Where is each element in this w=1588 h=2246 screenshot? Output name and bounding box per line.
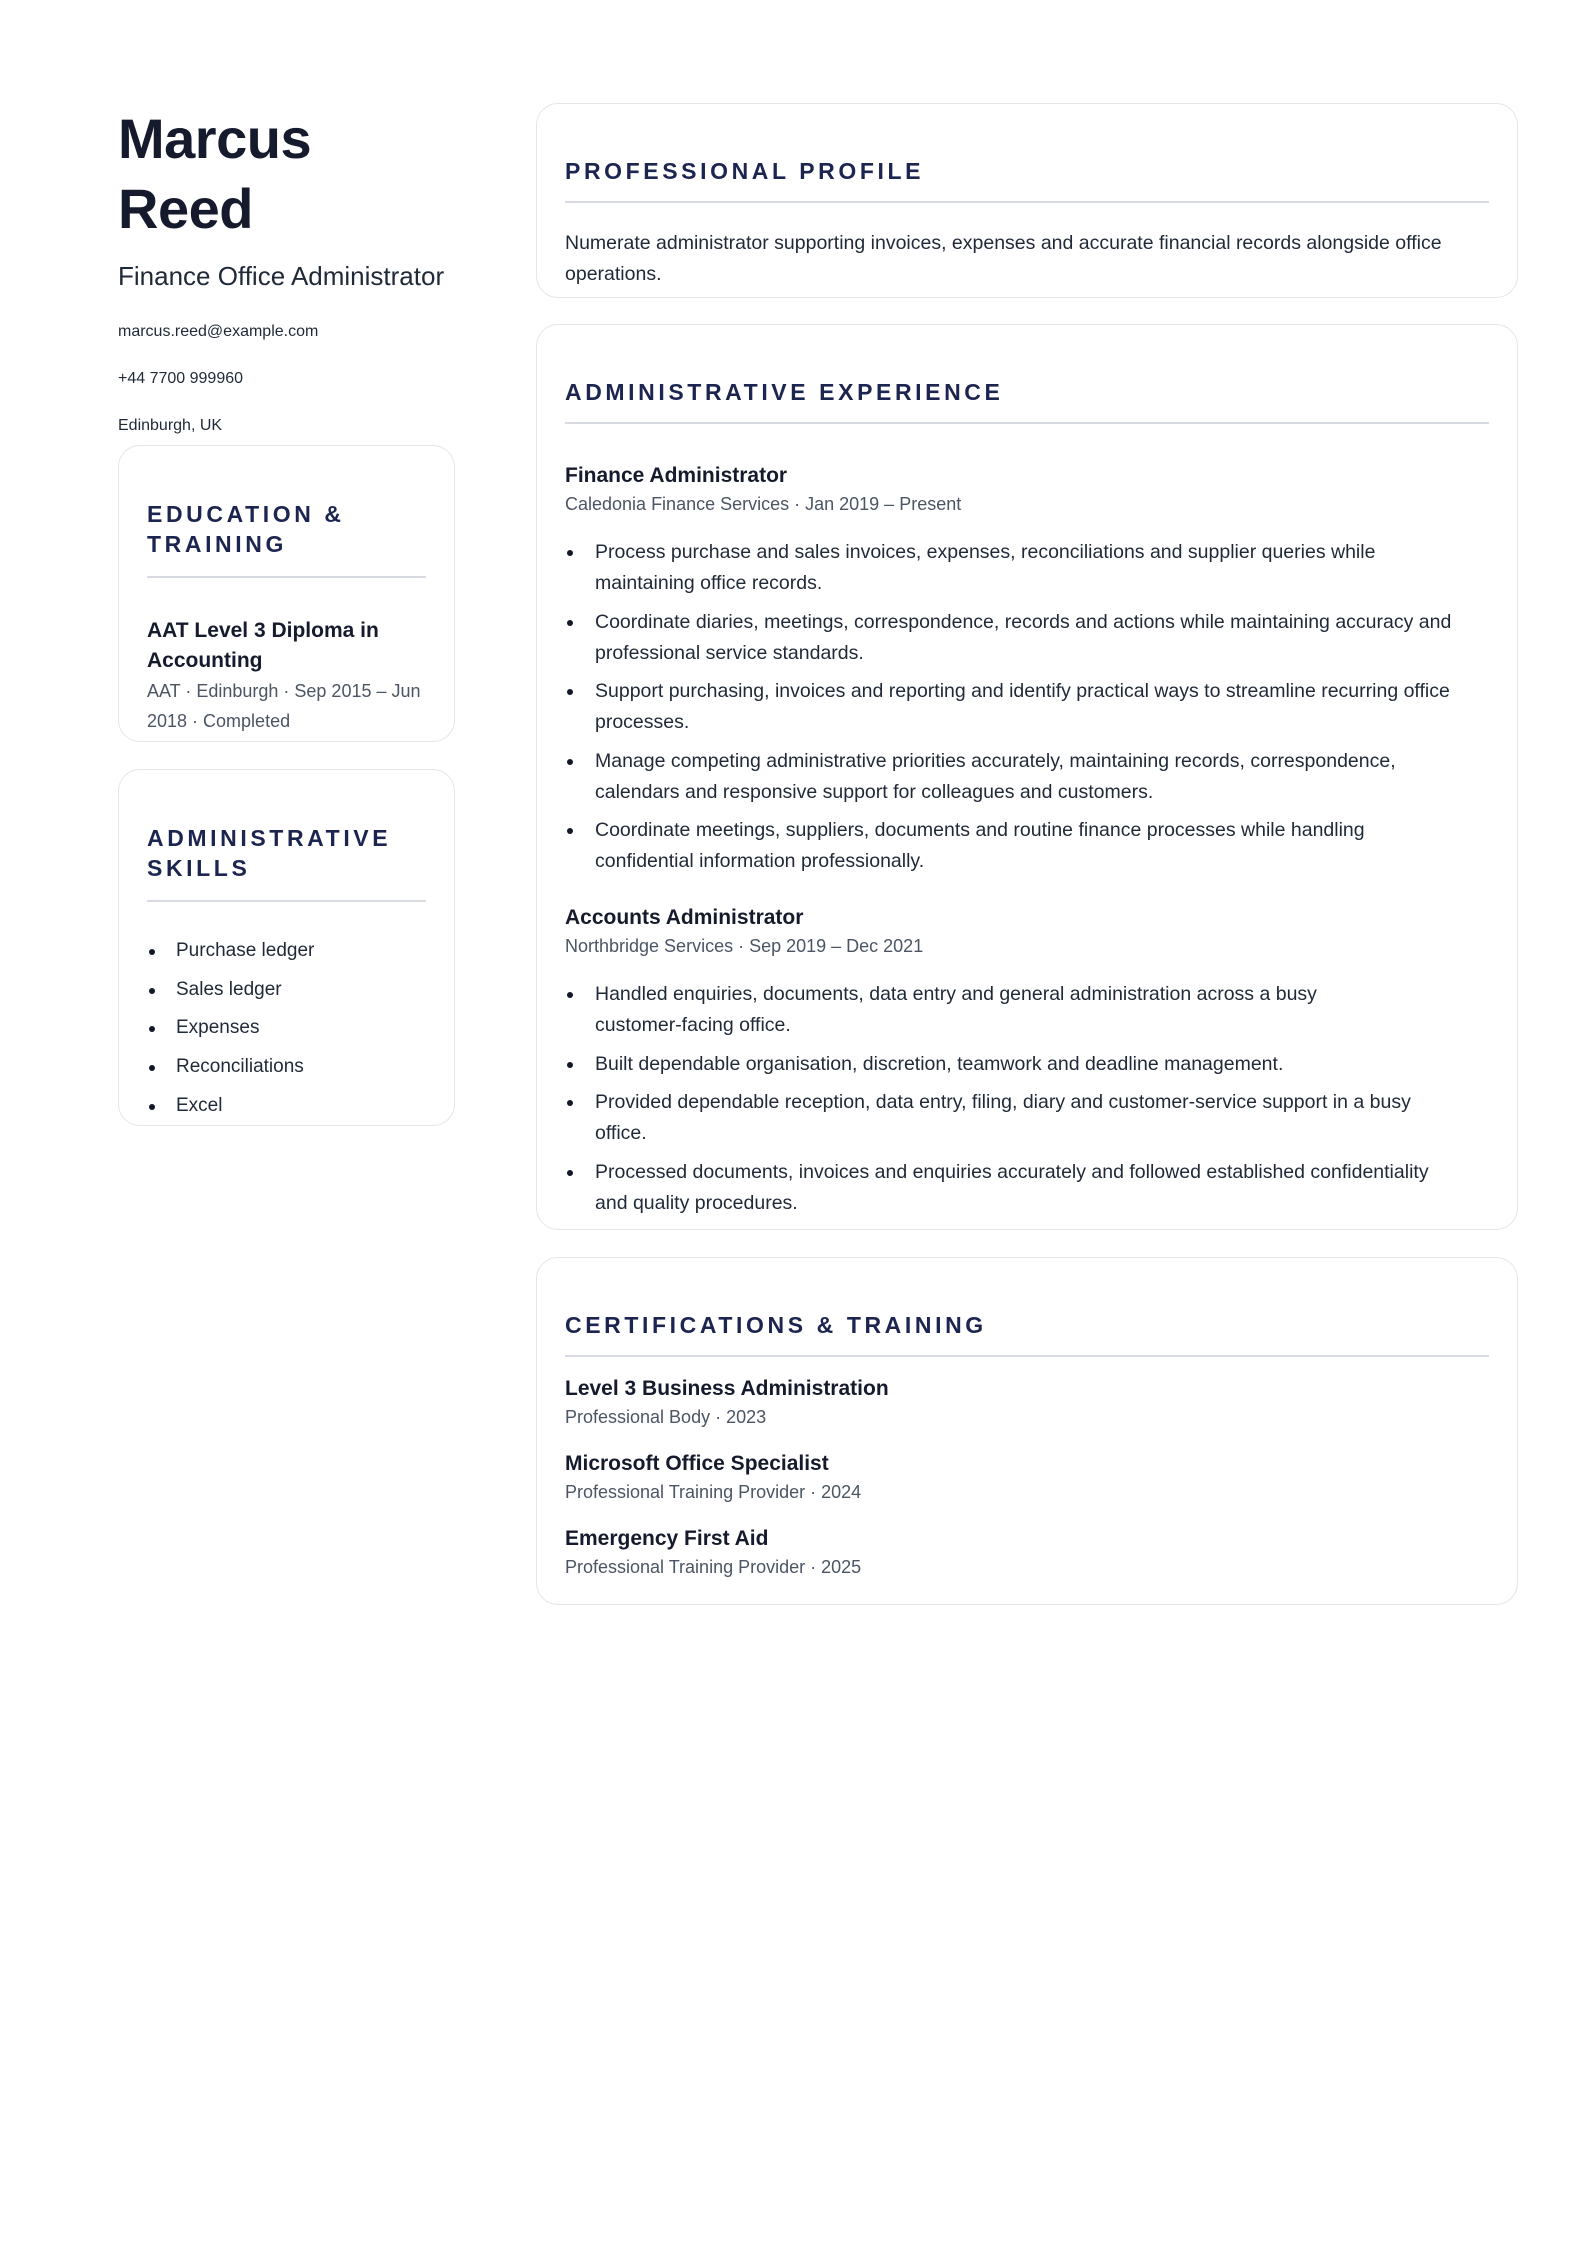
job-bullet: Handled enquiries, documents, data entry and general administration across a busy customer-facing office.	[565, 979, 1489, 1041]
profile-divider	[565, 201, 1489, 203]
profile-text-line1: Numerate administrator supporting invoices, expenses and accurate financial records alongside office	[565, 232, 1442, 254]
job-bullet: Manage competing administrative priorities accurately, maintaining records, correspondence, calendars and responsive support for colleagues and customers.	[565, 746, 1489, 808]
certifications-divider	[565, 1355, 1489, 1357]
education-degree-line2: Accounting	[147, 649, 263, 672]
job-title: Finance Administrator	[565, 464, 788, 487]
skills-card	[118, 769, 455, 1126]
certification-meta: Professional Training Provider · 2024	[565, 1482, 862, 1502]
job-entry	[565, 461, 1489, 517]
experience-title: ADMINISTRATIVE EXPERIENCE	[565, 379, 1004, 405]
certifications-card	[536, 1257, 1518, 1605]
job-bullet: Process purchase and sales invoices, expenses, reconciliations and supplier queries while maintaining office records.	[565, 537, 1489, 599]
education-title	[147, 499, 426, 559]
profile-title: PROFESSIONAL PROFILE	[565, 158, 925, 184]
job-bullet: Coordinate diaries, meetings, correspondence, records and actions while maintaining accuracy and professional service standards.	[565, 607, 1489, 669]
education-title-line2: TRAINING	[147, 531, 287, 557]
candidate-name: Marcus Reed	[118, 107, 312, 240]
profile-card	[536, 103, 1518, 298]
skill-item: Reconciliations	[147, 1048, 426, 1087]
certification-title: Microsoft Office Specialist	[565, 1452, 829, 1475]
job-bullets	[565, 979, 1489, 1226]
education-meta-line2: 2018 · Completed	[147, 711, 291, 731]
certification-item	[565, 1374, 1489, 1430]
skills-divider	[147, 900, 426, 902]
profile-summary	[565, 228, 1489, 290]
job-bullet: Coordinate meetings, suppliers, documents and routine finance processes while handling confidential information professionally.	[565, 815, 1489, 877]
contact-email[interactable]: marcus.reed@example.com	[118, 323, 319, 340]
skill-item: Expenses	[147, 1009, 426, 1048]
header	[118, 104, 454, 436]
experience-card	[536, 324, 1518, 1230]
skills-title-line1: ADMINISTRATIVE	[147, 825, 392, 851]
education-title-line1: EDUCATION &	[147, 501, 345, 527]
job-meta: Northbridge Services · Sep 2019 – Dec 2021	[565, 936, 924, 956]
contact-location: Edinburgh, UK	[118, 417, 223, 434]
job-bullets	[565, 537, 1489, 885]
skills-title-line2: SKILLS	[147, 855, 251, 881]
job-bullet: Processed documents, invoices and enquiries accurately and followed established confidentiality and quality procedures.	[565, 1157, 1489, 1219]
certification-item	[565, 1524, 1489, 1580]
certification-item	[565, 1449, 1489, 1505]
skills-list	[147, 932, 426, 1126]
certification-title: Emergency First Aid	[565, 1527, 769, 1550]
certifications-title: CERTIFICATIONS & TRAINING	[565, 1312, 987, 1338]
job-bullet: Provided dependable reception, data entry, filing, diary and customer-service support in a busy office.	[565, 1087, 1489, 1149]
contact-phone[interactable]: +44 7700 999960	[118, 370, 244, 387]
skill-item: Sales ledger	[147, 971, 426, 1010]
skills-title	[147, 823, 426, 883]
certification-meta: Professional Training Provider · 2025	[565, 1557, 862, 1577]
job-meta: Caledonia Finance Services · Jan 2019 – Present	[565, 494, 962, 514]
certification-title: Level 3 Business Administration	[565, 1377, 889, 1400]
skill-item: Excel	[147, 1087, 426, 1126]
job-entry	[565, 903, 1489, 959]
job-role: Finance Office Administrator	[118, 261, 445, 291]
education-degree-line1: AAT Level 3 Diploma in	[147, 619, 379, 642]
education-meta-line1: AAT · Edinburgh · Sep 2015 – Jun	[147, 681, 421, 701]
education-card	[118, 445, 455, 742]
job-bullet: Support purchasing, invoices and reporting and identify practical ways to streamline recurring office processes.	[565, 676, 1489, 738]
skills-list-container	[147, 932, 426, 1126]
profile-text-line2: operations.	[565, 263, 662, 285]
job-bullet: Built dependable organisation, discretion, teamwork and deadline management.	[565, 1049, 1489, 1080]
job-bullet-list	[565, 979, 1489, 1219]
experience-divider	[565, 422, 1489, 424]
job-title: Accounts Administrator	[565, 906, 804, 929]
skill-item: Purchase ledger	[147, 932, 426, 971]
certification-meta: Professional Body · 2023	[565, 1407, 767, 1427]
education-entry	[147, 616, 426, 736]
job-bullet-list	[565, 537, 1489, 877]
education-divider	[147, 576, 426, 578]
